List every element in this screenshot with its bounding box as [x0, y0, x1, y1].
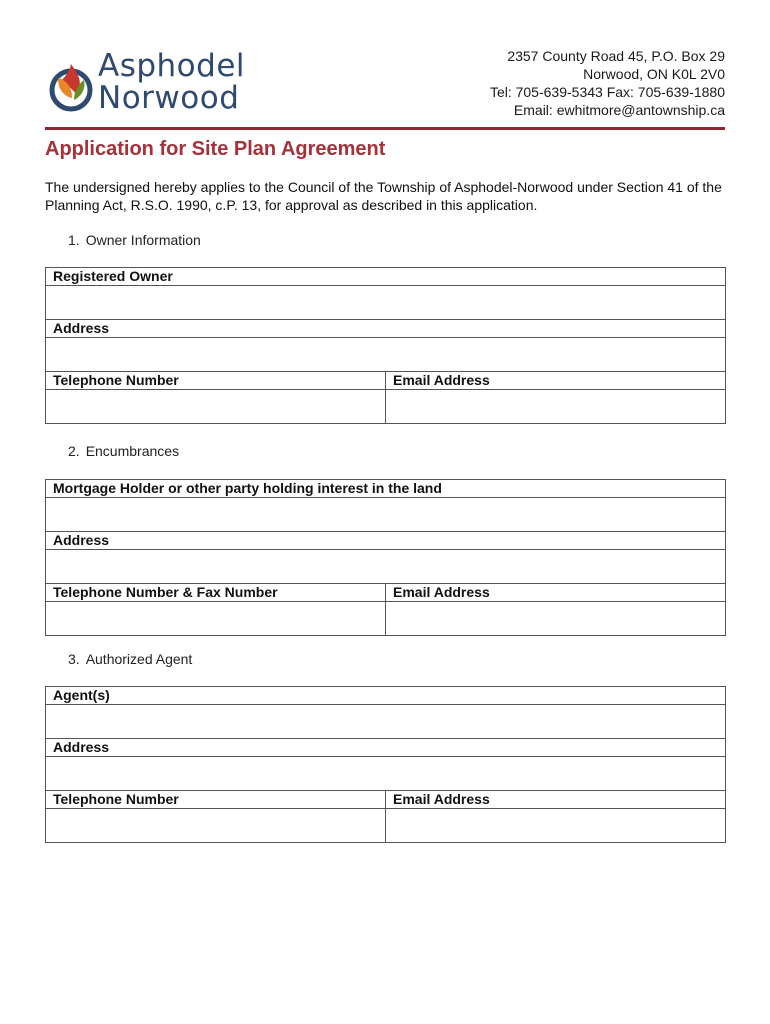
intro-paragraph: The undersigned hereby applies to the Council of the Township of Asphodel-Norwood under Section 41 of the Planning Act, R.S.O. 1990, c.P. 13, for approval as described in this application. [45, 179, 722, 213]
section-heading-agent [68, 651, 192, 667]
owner-address-input[interactable] [53, 338, 718, 371]
section-number: 3. [68, 651, 80, 667]
agent-label: Agent(s) [46, 687, 726, 705]
section-heading-owner [68, 232, 201, 248]
encumbrances-table [45, 479, 726, 636]
mortgage-email-input[interactable] [393, 602, 718, 635]
section-title: Owner Information [85, 232, 201, 248]
owner-address-field[interactable] [46, 338, 726, 372]
letterhead [0, 0, 770, 130]
mortgage-address-input[interactable] [53, 550, 718, 583]
agent-email-field[interactable] [386, 809, 726, 843]
agent-field[interactable] [46, 705, 726, 739]
mortgage-holder-label: Mortgage Holder or other party holding interest in the land [46, 480, 726, 498]
contact-city: Norwood, ON K0L 2V0 [583, 66, 725, 82]
contact-block [490, 47, 725, 119]
flame-leaf-icon [48, 56, 94, 114]
mortgage-email-field[interactable] [386, 602, 726, 636]
agent-telephone-field[interactable] [46, 809, 386, 843]
contact-phone-fax: Tel: 705-639-5343 Fax: 705-639-1880 [489, 84, 725, 100]
mortgage-telephone-fax-input[interactable] [53, 602, 378, 635]
logo-line-2: Norwood [98, 80, 240, 116]
logo-line-1: Asphodel [98, 48, 246, 84]
contact-email: Email: ewhitmore@antownship.ca [513, 102, 725, 118]
mortgage-telephone-fax-label: Telephone Number & Fax Number [46, 584, 386, 602]
mortgage-holder-input[interactable] [53, 498, 718, 531]
header-divider [45, 127, 725, 130]
agent-telephone-label: Telephone Number [46, 791, 386, 809]
registered-owner-input[interactable] [53, 286, 718, 319]
mortgage-holder-field[interactable] [46, 498, 726, 532]
contact-address: 2357 County Road 45, P.O. Box 29 [507, 48, 725, 64]
owner-email-field[interactable] [386, 390, 726, 424]
agent-telephone-input[interactable] [53, 809, 378, 842]
mortgage-email-label: Email Address [386, 584, 726, 602]
section-heading-encumbrances [68, 443, 179, 459]
owner-email-label: Email Address [386, 372, 726, 390]
mortgage-telephone-fax-field[interactable] [46, 602, 386, 636]
section-number: 2. [68, 443, 80, 459]
owner-telephone-label: Telephone Number [46, 372, 386, 390]
owner-telephone-field[interactable] [46, 390, 386, 424]
registered-owner-field[interactable] [46, 286, 726, 320]
section-title: Encumbrances [85, 443, 180, 459]
logo-wordmark [98, 50, 245, 114]
agent-email-label: Email Address [386, 791, 726, 809]
registered-owner-label: Registered Owner [46, 268, 726, 286]
agent-address-input[interactable] [53, 757, 718, 790]
mortgage-address-label: Address [46, 532, 726, 550]
page-title: Application for Site Plan Agreement [45, 138, 386, 160]
section-title: Authorized Agent [85, 651, 193, 667]
owner-address-label: Address [46, 320, 726, 338]
agent-address-label: Address [46, 739, 726, 757]
owner-info-table [45, 267, 726, 424]
section-number: 1. [68, 232, 80, 248]
owner-telephone-input[interactable] [53, 390, 378, 423]
agent-email-input[interactable] [393, 809, 718, 842]
agent-table [45, 686, 726, 843]
mortgage-address-field[interactable] [46, 550, 726, 584]
township-logo [48, 50, 278, 120]
agent-input[interactable] [53, 705, 718, 738]
agent-address-field[interactable] [46, 757, 726, 791]
owner-email-input[interactable] [393, 390, 718, 423]
